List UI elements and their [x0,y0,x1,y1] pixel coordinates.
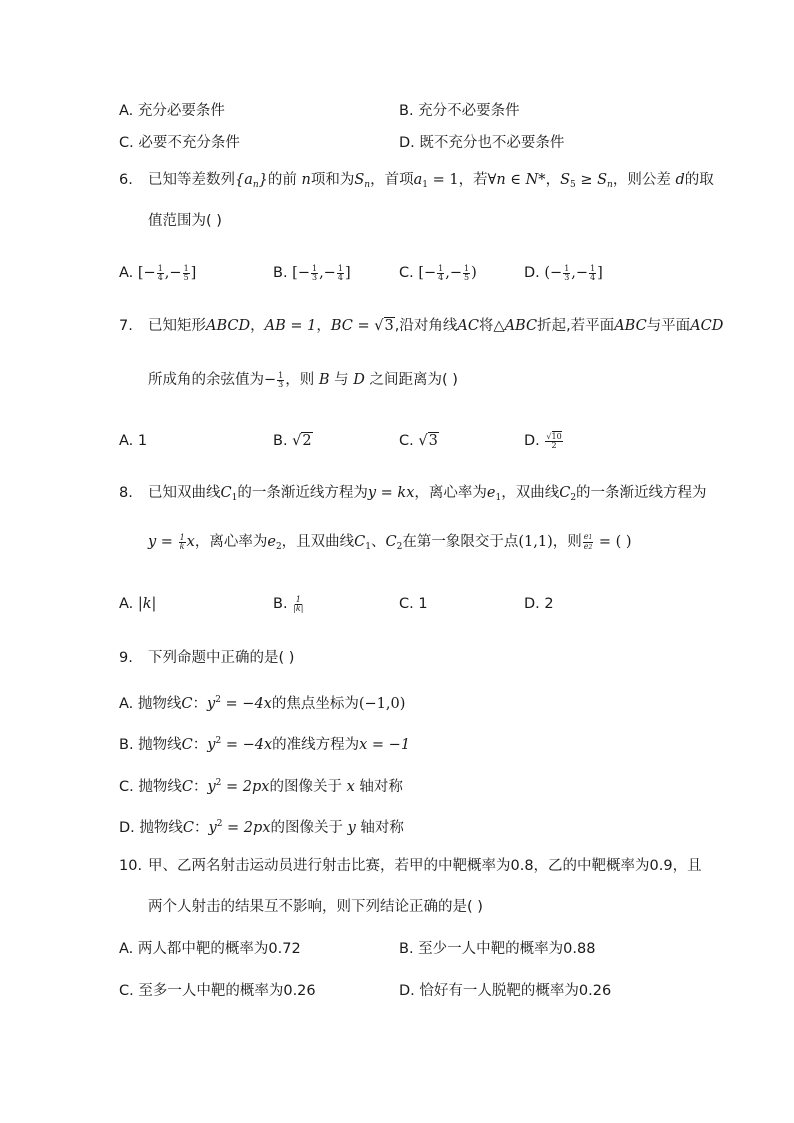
q7-stem-line1: 已知矩形ABCD，AB = 1，BC = √3,沿对角线AC将△ABC折起,若平面ABC与平面ACD [148,318,724,334]
q8-option-a: A. |k| [119,596,157,612]
q6-stem-line1: 已知等差数列$\{a_n\}$的前 n项和为$S_n$，首项$a_1 = 1$，若∀n ∈ N*，$S_5 \ge S_n$，则公差 d的取 [148,172,714,190]
q10-option-a: A. 两人都中靶的概率为0.72 [119,941,301,957]
q5-option-b: B. 充分不必要条件 [399,103,520,119]
q6-option-b: B. [− $\frac{1}{3}$ ,− $\frac{1}{4}$ ] [273,263,351,282]
q8-stem-line2: y = $\frac{1}{k}$ x，离心率为$e_2$，且双曲线$C_1$、$C_2$在第一象限交于点(1,1)，则 $\frac{e1}{e2}$ = ( ) [148,531,632,552]
q5-option-d: D. 既不充分也不必要条件 [399,135,565,151]
q10-stem-line1: 甲、乙两名射击运动员进行射击比赛，若甲的中靶概率为0.8，乙的中靶概率为0.9，且 [148,858,702,874]
q6-option-a: A. [− $\frac{1}{4}$ ,− $\frac{1}{5}$ ] [119,263,197,282]
q6-number: 6. [119,172,133,188]
q10-stem-line2: 两个人射击的结果互不影响，则下列结论正确的是( ) [148,899,483,915]
q6-stem-line2: 值范围为( ) [148,213,222,229]
q5-option-c: C. 必要不充分条件 [119,135,240,151]
q7-option-a: A. 1 [119,433,148,449]
q10-option-b: B. 至少一人中靶的概率为0.88 [399,941,596,957]
q10-number: 10. [119,858,143,874]
q8-option-b: B. $\frac{1}{|k|}$ [273,594,304,613]
q8-number: 8. [119,485,133,501]
q5-option-a: A. 充分必要条件 [119,103,225,119]
q9-number: 9. [119,650,133,666]
q10-option-d: D. 恰好有一人脱靶的概率为0.26 [399,983,612,999]
q10-option-c: C. 至多一人中靶的概率为0.26 [119,983,316,999]
q9-option-c: C. 抛物线C：$y^2 = 2px$的图像关于 x 轴对称 [119,778,403,795]
q7-option-d: D. $\frac{√10}{2}$ [524,431,562,450]
q6-option-d: D. (− $\frac{1}{3}$ ,− $\frac{1}{4}$ ] [524,263,603,282]
q8-option-c: C. 1 [399,596,428,612]
q7-stem-line2: 所成角的余弦值为− $\frac{1}{3}$ ，则 B 与 D 之间距离为( ) [148,370,458,389]
q6-option-c: C. [− $\frac{1}{4}$ ,− $\frac{1}{5}$ ) [399,263,477,282]
q7-option-b: B. √2 [273,433,312,449]
q9-option-d: D. 抛物线C：$y^2 = 2px$的图像关于 y 轴对称 [119,819,404,836]
q9-stem: 下列命题中正确的是( ) [148,650,295,666]
q9-option-b: B. 抛物线C：$y^2 = -4x$的准线方程为x = −1 [119,736,411,753]
q7-option-c: C. √3 [399,433,438,449]
q8-option-d: D. 2 [524,596,554,612]
q9-option-a: A. 抛物线C：$y^2 = -4x$的焦点坐标为(−1,0) [119,695,406,712]
q8-stem-line1: 已知双曲线$C_1$的一条渐近线方程为y = kx，离心率为$e_1$，双曲线$C_2$的一条渐近线方程为 [148,485,707,503]
q7-number: 7. [119,318,133,334]
